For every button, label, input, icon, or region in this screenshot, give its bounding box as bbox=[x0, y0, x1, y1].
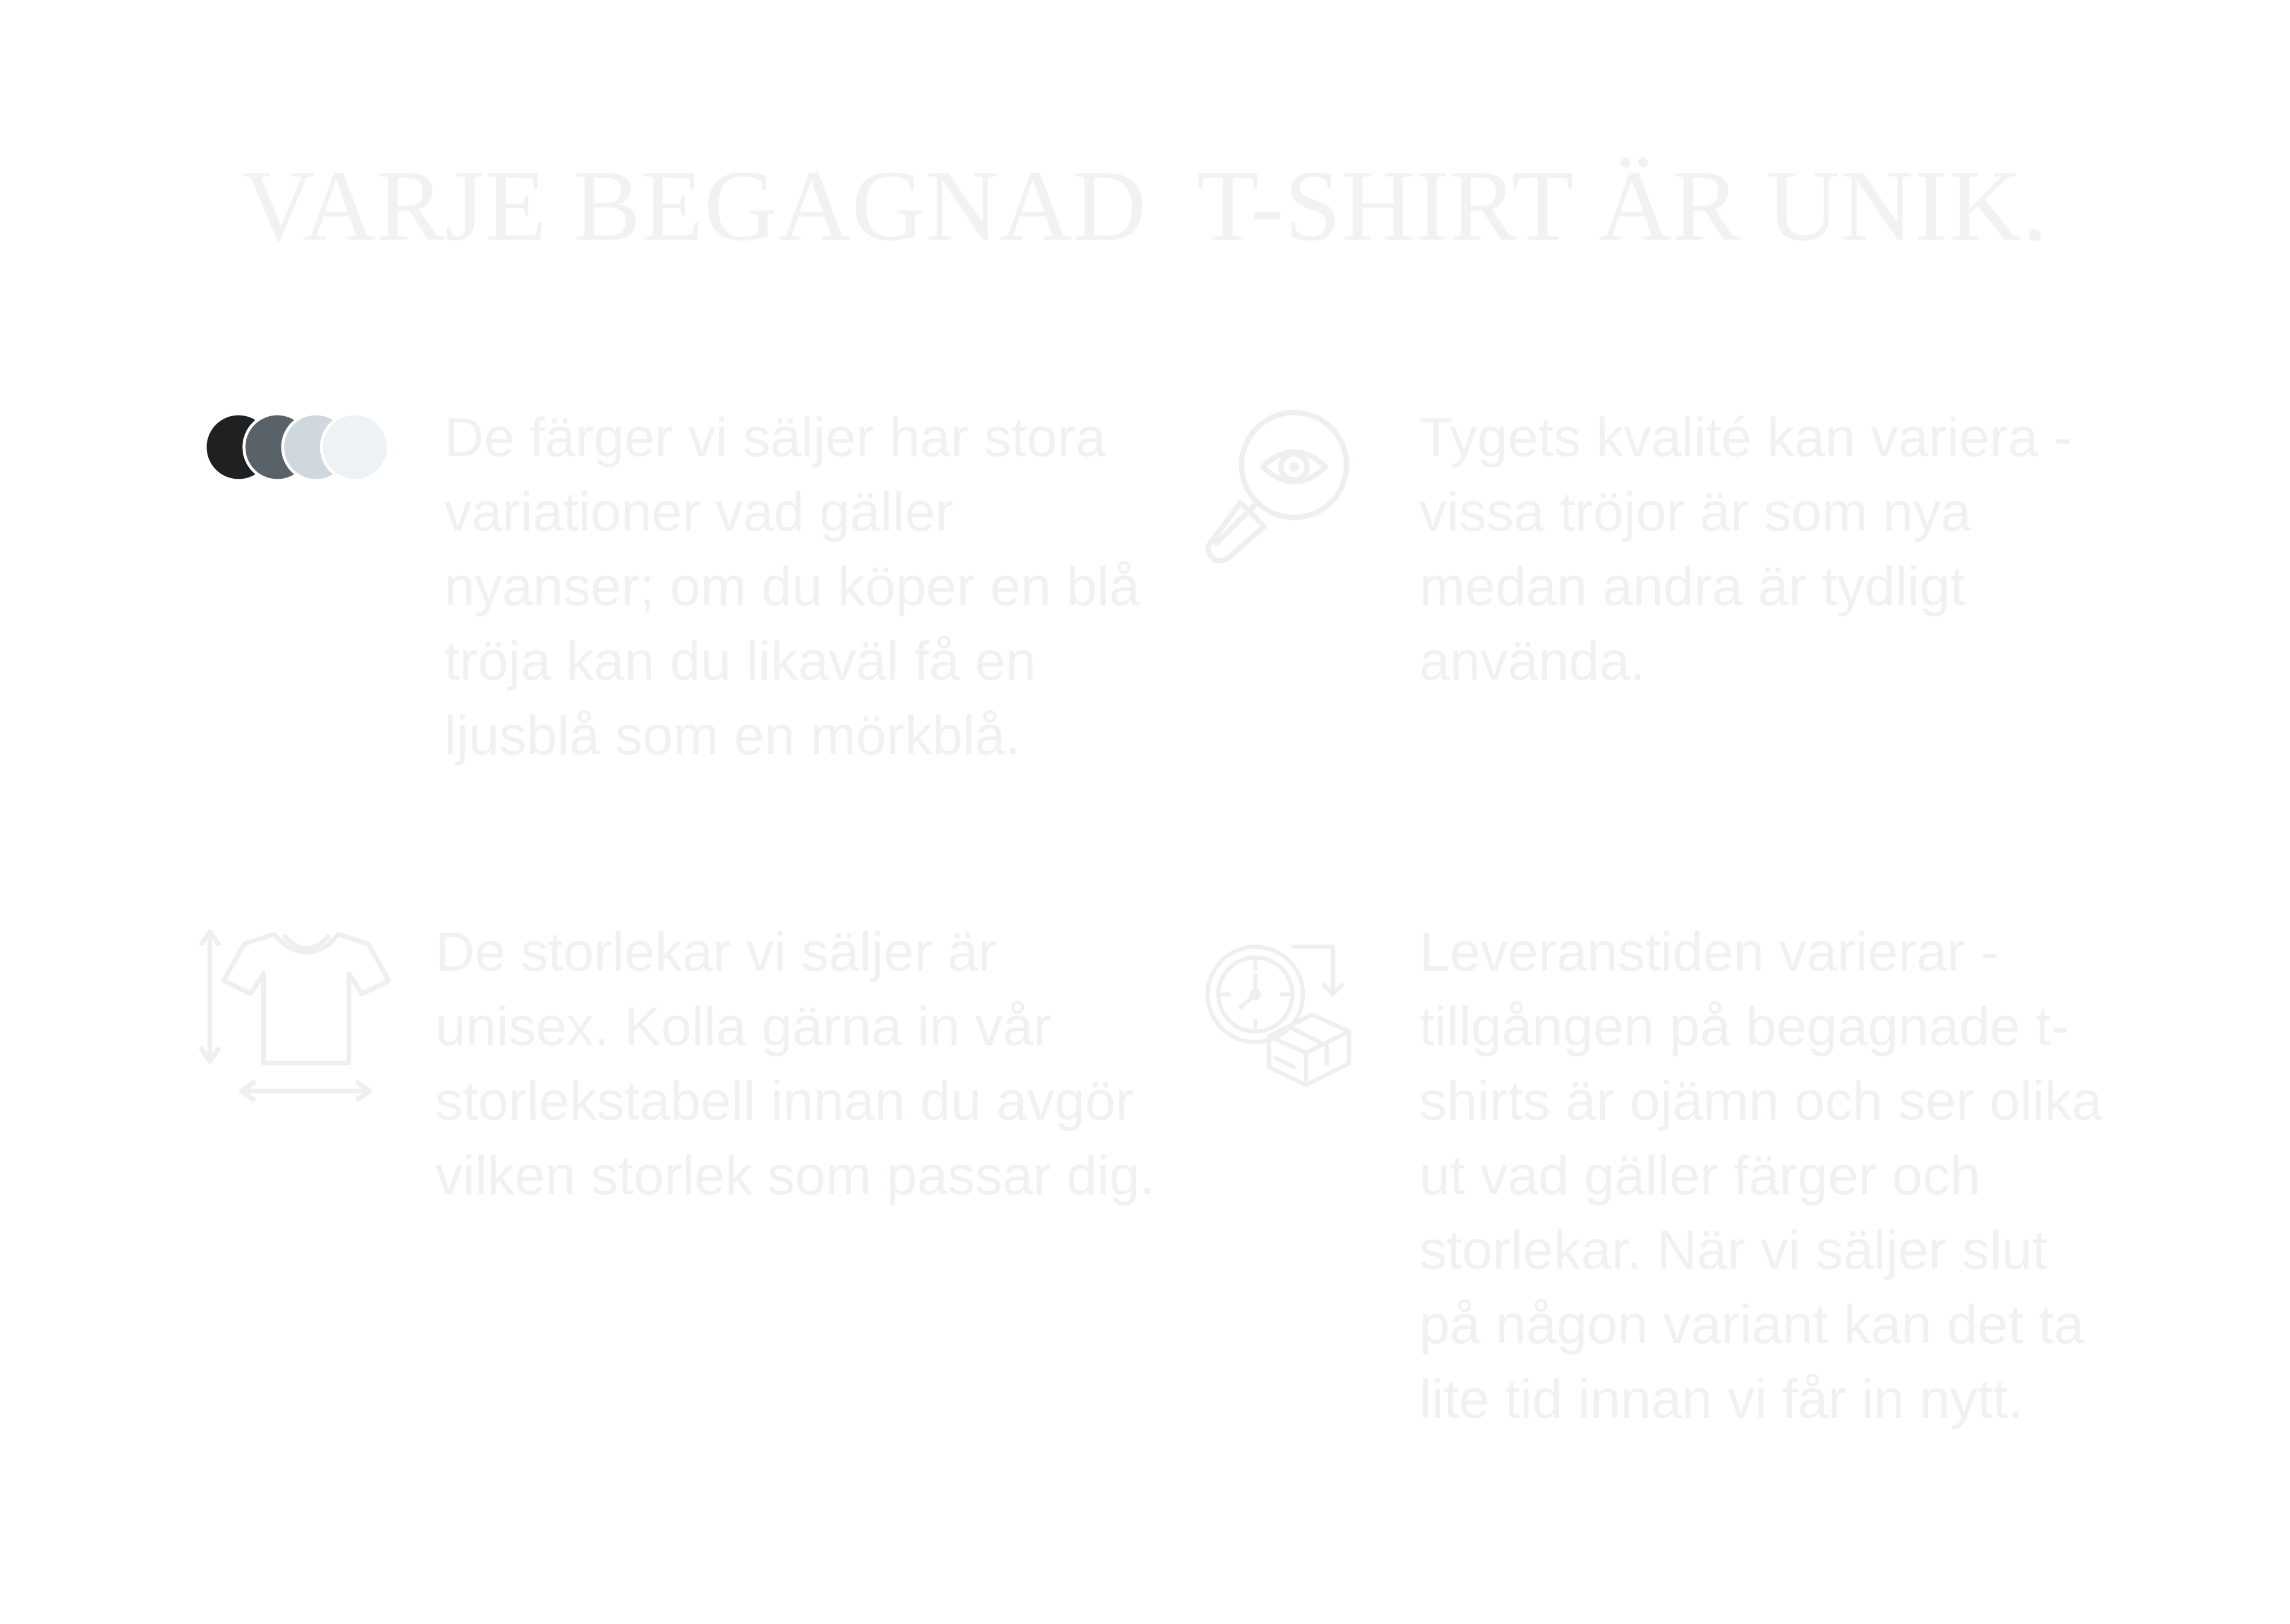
feature-delivery-text: Leveranstiden varierar - tillgången på begagnade t-shirts är ojämn och ser olika ut vad gäller färger och storlekar. När vi säljer slut på någon variant kan det ta lite tid innan vi får in nytt. bbox=[1419, 922, 2103, 1430]
tshirt-size-icon bbox=[197, 927, 394, 1106]
feature-quality-text: Tygets kvalité kan variera - vissa tröjor är som nya medan andra är tydligt använda. bbox=[1419, 407, 2072, 692]
feature-colors-text: De färger vi säljer har stora variationer vad gäller nyanser; om du köper en blå tröja kan du likaväl få en ljusblå som en mörkblå. bbox=[444, 407, 1140, 766]
magnifier-eye-icon bbox=[1205, 408, 1366, 563]
page-heading: VARJE BEGAGNAD T-SHIRT ÄR UNIK. bbox=[242, 150, 2048, 262]
color-swatches-icon bbox=[206, 411, 403, 483]
feature-sizes-text: De storlekar vi säljer är unisex. Kolla gärna in vår storlekstabell innan du avgör vilken storlek som passar dig. bbox=[435, 922, 1155, 1206]
delivery-time-icon bbox=[1205, 942, 1354, 1091]
